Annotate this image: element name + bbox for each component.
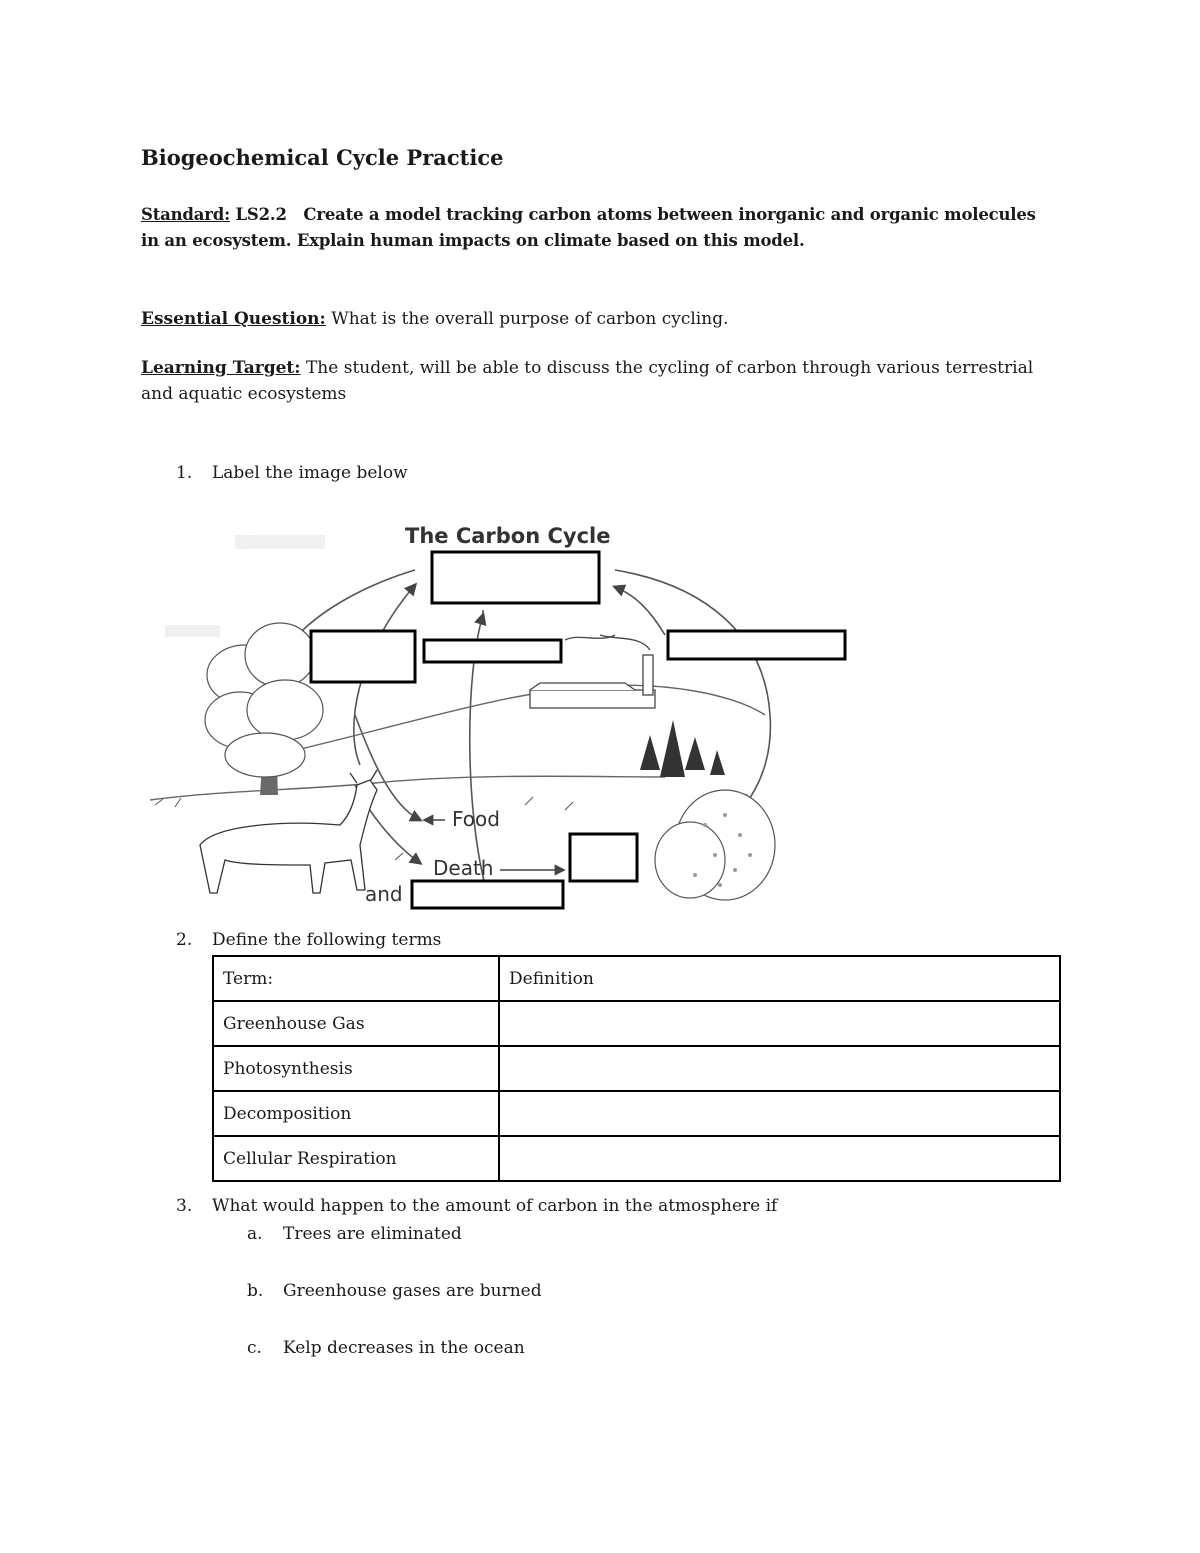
standard-label: Standard: — [141, 205, 230, 224]
q1-number: 1. — [176, 463, 193, 483]
table-row — [213, 1001, 1060, 1046]
diagram-title: The Carbon Cycle — [405, 524, 611, 548]
pine-trees — [640, 720, 725, 777]
standard-text-1: Create a model tracking carbon atoms between inorganic and organic molecules — [303, 205, 1036, 224]
q3-text: What would happen to the amount of carbon in the atmosphere if — [212, 1196, 778, 1216]
essential-question-label: Essential Question: — [141, 309, 326, 329]
q2-number: 2. — [176, 930, 193, 950]
term-cell: Decomposition — [213, 1091, 499, 1136]
carbon-cycle-diagram — [145, 515, 865, 915]
q3b-letter: b. — [247, 1281, 264, 1301]
q3c-letter: c. — [247, 1338, 262, 1358]
table-header-term: Term: — [213, 956, 499, 1001]
page-title: Biogeochemical Cycle Practice — [141, 145, 504, 170]
answer-box-right[interactable] — [668, 631, 845, 659]
definition-cell[interactable] — [499, 1091, 1060, 1136]
table-row — [213, 1046, 1060, 1091]
essential-question — [141, 309, 728, 329]
q2-text: Define the following terms — [212, 930, 442, 950]
definition-cell[interactable] — [499, 1136, 1060, 1181]
term-cell: Greenhouse Gas — [213, 1001, 499, 1046]
background-smudges — [165, 535, 325, 637]
definition-cell[interactable] — [499, 1046, 1060, 1091]
answer-box-decomposers[interactable] — [570, 834, 637, 881]
terms-table — [212, 955, 1061, 1182]
table-header-definition: Definition — [499, 956, 1060, 1001]
term-cell: Cellular Respiration — [213, 1136, 499, 1181]
standard-line-1 — [141, 205, 1036, 224]
learning-target-text-1: The student, will be able to discuss the cycling of carbon through various terrestrial — [305, 358, 1034, 378]
q1-text: Label the image below — [212, 463, 408, 483]
learning-target-label: Learning Target: — [141, 358, 301, 378]
essential-question-text: What is the overall purpose of carbon cycling. — [331, 309, 729, 329]
q3c-text: Kelp decreases in the ocean — [283, 1338, 525, 1358]
table-header-row — [213, 956, 1060, 1001]
answer-box-and[interactable] — [412, 881, 563, 908]
label-food: Food — [452, 807, 500, 831]
learning-target — [141, 358, 1033, 378]
answer-box-top[interactable] — [432, 552, 599, 603]
label-death: Death — [433, 856, 494, 880]
term-cell: Photosynthesis — [213, 1046, 499, 1091]
label-and: and — [365, 882, 403, 906]
q3b-text: Greenhouse gases are burned — [283, 1281, 542, 1301]
definition-cell[interactable] — [499, 1001, 1060, 1046]
shrub-illustration — [655, 790, 775, 900]
q3-number: 3. — [176, 1196, 193, 1216]
table-row — [213, 1091, 1060, 1136]
table-row — [213, 1136, 1060, 1181]
answer-box-left[interactable] — [311, 631, 415, 682]
tree-illustration — [205, 623, 323, 795]
learning-target-text-2: and aquatic ecosystems — [141, 384, 347, 404]
standard-code: LS2.2 — [235, 205, 287, 224]
q3a-letter: a. — [247, 1224, 263, 1244]
standard-text-2: in an ecosystem. Explain human impacts on climate based on this model. — [141, 231, 805, 250]
answer-box-middle[interactable] — [424, 640, 561, 662]
q3a-text: Trees are eliminated — [283, 1224, 462, 1244]
